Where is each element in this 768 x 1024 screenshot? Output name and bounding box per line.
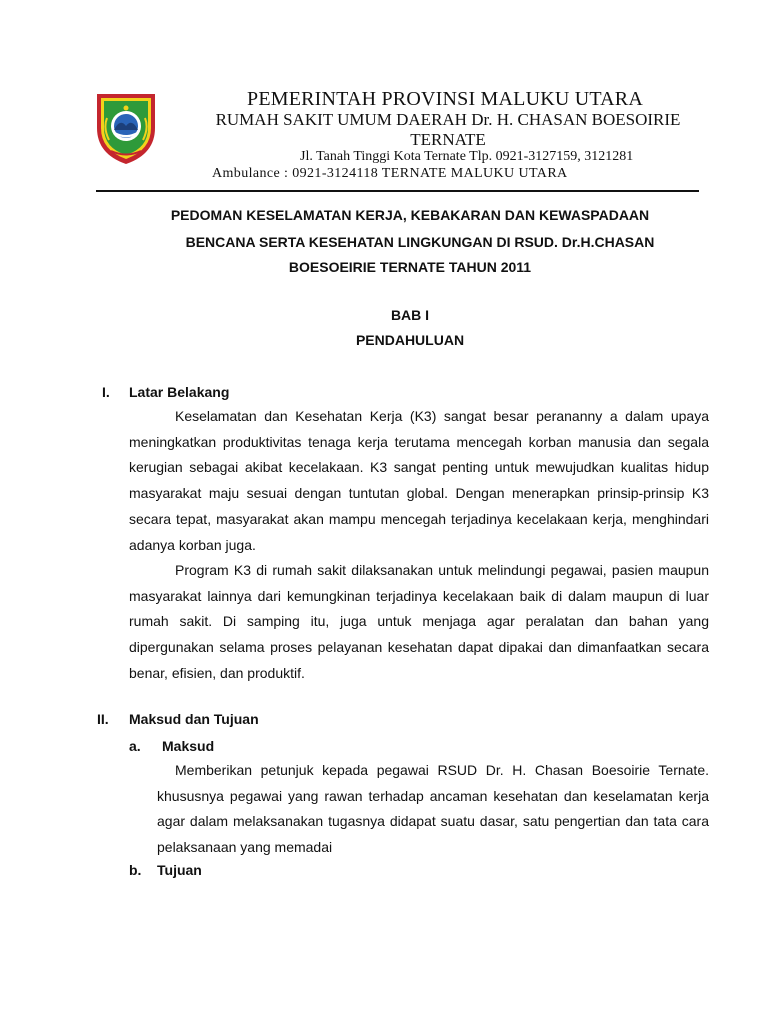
subsection-b-letter: b. — [129, 862, 142, 878]
section-1-paragraph-1-text: Keselamatan dan Kesehatan Kerja (K3) sangat besar perananny a dalam upaya meningkatkan produktivitas tenaga kerja terutama mencegah korban manusia dan segala kerugian sebagai akibat kecelakaan. K3 sangat penting untuk mewujudkan kualitas hidup masyarakat maju sesuai dengan tuntutan global. Dengan menerapkan prinsip-prinsip K3 secara tepat, masyarakat akan mampu mencegah terjadinya kecelakaan kerja, menghindari adanya korban juga. — [129, 408, 709, 553]
document-title-line2: BENCANA SERTA KESEHATAN LINGKUNGAN DI RSUD. Dr.H.CHASAN — [185, 234, 655, 250]
chapter-name: PENDAHULUAN — [355, 332, 465, 348]
subsection-b-heading: Tujuan — [157, 862, 202, 878]
letterhead-address: Jl. Tanah Tinggi Kota Ternate Tlp. 0921-3127159, 3121281 — [300, 149, 634, 164]
section-1-paragraph-2 — [129, 558, 709, 687]
document-title-line1: PEDOMAN KESELAMATAN KERJA, KEBAKARAN DAN KEWASPADAAN — [170, 207, 650, 223]
province-emblem-icon — [93, 88, 159, 166]
subsection-a-heading: Maksud — [162, 738, 215, 754]
section-1-paragraph-1 — [129, 404, 709, 558]
letterhead-divider — [96, 190, 699, 192]
letterhead-hospital-line1: RUMAH SAKIT UMUM DAERAH Dr. H. CHASAN BOESOIRIE — [215, 110, 681, 129]
section-2-number: II. — [97, 711, 109, 727]
subsection-a-text: Memberikan petunjuk kepada pegawai RSUD Dr. H. Chasan Boesoirie Ternate. khususnya pegawai yang rawan terhadap ancaman kesehatan dan keselamatan kerja agar dalam melaksanakan tugasnya didapat suatu dasar, satu pengertian dan tata cara pelaksanaan yang memadai — [157, 762, 709, 856]
section-2-heading: Maksud dan Tujuan — [129, 711, 259, 727]
document-title-line3: BOESOEIRIE TERNATE TAHUN 2011 — [288, 259, 532, 275]
letterhead-hospital — [178, 110, 718, 150]
section-1-paragraph-2-text: Program K3 di rumah sakit dilaksanakan untuk melindungi pegawai, pasien maupun masyarakat lainnya dari kemungkinan terjadinya kecelakaan baik di dalam maupun di luar rumah sakit. Di samping itu, juga untuk menjaga agar peralatan dan bahan yang dipergunakan selama proses pelayanan kesehatan dapat dipakai dan dimanfaatkan secara benar, efisien, dan produktif. — [129, 562, 709, 681]
chapter-number: BAB I — [390, 307, 430, 323]
subsection-a-paragraph — [157, 758, 709, 861]
subsection-a-letter: a. — [129, 738, 141, 754]
letterhead-government: PEMERINTAH PROVINSI MALUKU UTARA — [247, 88, 643, 110]
letterhead-hospital-line2: TERNATE — [410, 130, 486, 149]
section-1-heading: Latar Belakang — [129, 384, 230, 400]
letterhead-ambulance: Ambulance : 0921-3124118 TERNATE MALUKU UTARA — [212, 166, 568, 181]
section-1-number: I. — [102, 384, 110, 400]
